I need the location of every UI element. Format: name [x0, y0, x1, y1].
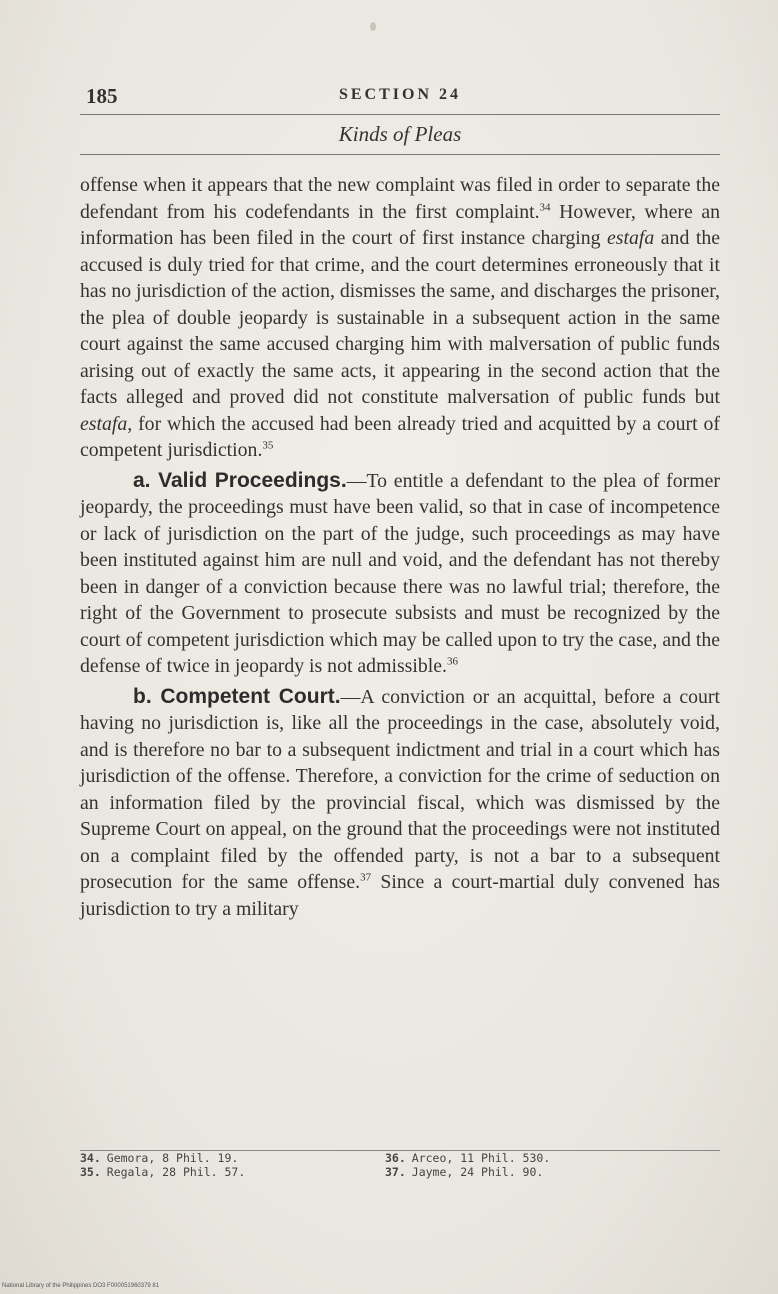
text-run: —To entitle a defendant to the plea of former jeopardy, the proceedings must have been valid, so that in case of incompetence or lack of jurisdiction on the part of the judge, such proceedings as may have been instituted against him are null and void, and the defendant has not thereby been in danger of a conviction because there was no lawful trial; therefore, the right of the Government to prosecute subsists and must be recognized by the court of competent jurisdiction which may be called upon to try the case, and the defense of twice in jeopardy is not admissible. — [80, 469, 720, 677]
subtitle-rule — [80, 154, 720, 155]
footnote-number: 34. — [80, 1151, 101, 1165]
paragraph-valid-proceedings — [80, 468, 720, 680]
footnote-text: Jayme, 24 Phil. 90. — [411, 1165, 544, 1179]
footnote-item — [80, 1151, 380, 1165]
footnote-number: 37. — [385, 1165, 406, 1179]
footnote-text: Gemora, 8 Phil. 19. — [106, 1151, 239, 1165]
text-run: However, where an information has been filed in the court of first instance charging — [80, 200, 720, 249]
footnote-text: Arceo, 11 Phil. 530. — [411, 1151, 551, 1165]
footnote-item — [385, 1165, 685, 1179]
header-rule — [80, 114, 720, 115]
italic-term: estafa — [607, 227, 655, 249]
footnote-item — [80, 1165, 380, 1179]
footnote-column-left — [80, 1151, 380, 1179]
text-run: Since a court-martial duly convened has jurisdiction to try a military — [80, 871, 721, 920]
page-number: 185 — [86, 84, 118, 108]
text-run: —A conviction or an acquittal, before a court having no jurisdiction is, like all the proceedings in the case, absolutely void, and is therefore no bar to a subsequent indictment and trial in a court which has jurisdiction of the offense. Therefore, a conviction for the crime of seduction on an information filed by the provincial fiscal, which was dismissed by the Supreme Court on appeal, on the ground that the proceedings were not instituted on a complaint filed by the offended party, is not a bar to a subsequent prosecution for the same offense. — [80, 685, 720, 893]
chapter-subtitle: Kinds of Pleas — [338, 122, 462, 146]
footnote-column-right — [385, 1151, 685, 1179]
text-run: for which the accused had been already tried and acquitted by a court of competent jurisdiction. — [80, 412, 720, 461]
footnote-ref-34: 34 — [539, 200, 551, 213]
italic-term: estafa, — [80, 412, 133, 435]
footnote-ref-36: 36 — [446, 655, 458, 668]
footnote-number: 36. — [385, 1151, 406, 1165]
paper-speck — [370, 22, 376, 31]
footnote-ref-37: 37 — [360, 871, 372, 884]
page-header — [80, 84, 720, 112]
footnote-number: 35. — [80, 1165, 101, 1179]
text-run: offense when it appears that the new complaint was filed in order to separate the defendant from his codefendants in the first complaint. — [80, 174, 720, 223]
subheading-competent-court: b. Competent Court. — [133, 684, 341, 708]
footnote-item — [385, 1151, 685, 1165]
paragraph-competent-court — [80, 684, 720, 923]
text-run: and the accused is duly tried for that crime, and the court determines erroneously that it has no jurisdiction of the action, dismisses the same, and discharges the prisoner, the plea of double jeopardy is sustainable in a subsequent action in the same court against the same accused charging him with malversation of public funds arising out of exactly the same acts, it appearing in the second action that the facts alleged and proved did not constitute malversation of public funds but — [80, 227, 721, 408]
footnote-text: Regala, 28 Phil. 57. — [106, 1165, 246, 1179]
body-text — [80, 172, 720, 922]
subheading-valid-proceedings: a. Valid Proceedings. — [133, 468, 347, 492]
digitization-tag: National Library of the Philippines DO3 F000051960379 81 — [2, 1283, 160, 1289]
paragraph-continued — [80, 172, 720, 464]
section-title: SECTION 24 — [338, 86, 462, 103]
footnote-ref-35: 35 — [262, 439, 274, 452]
